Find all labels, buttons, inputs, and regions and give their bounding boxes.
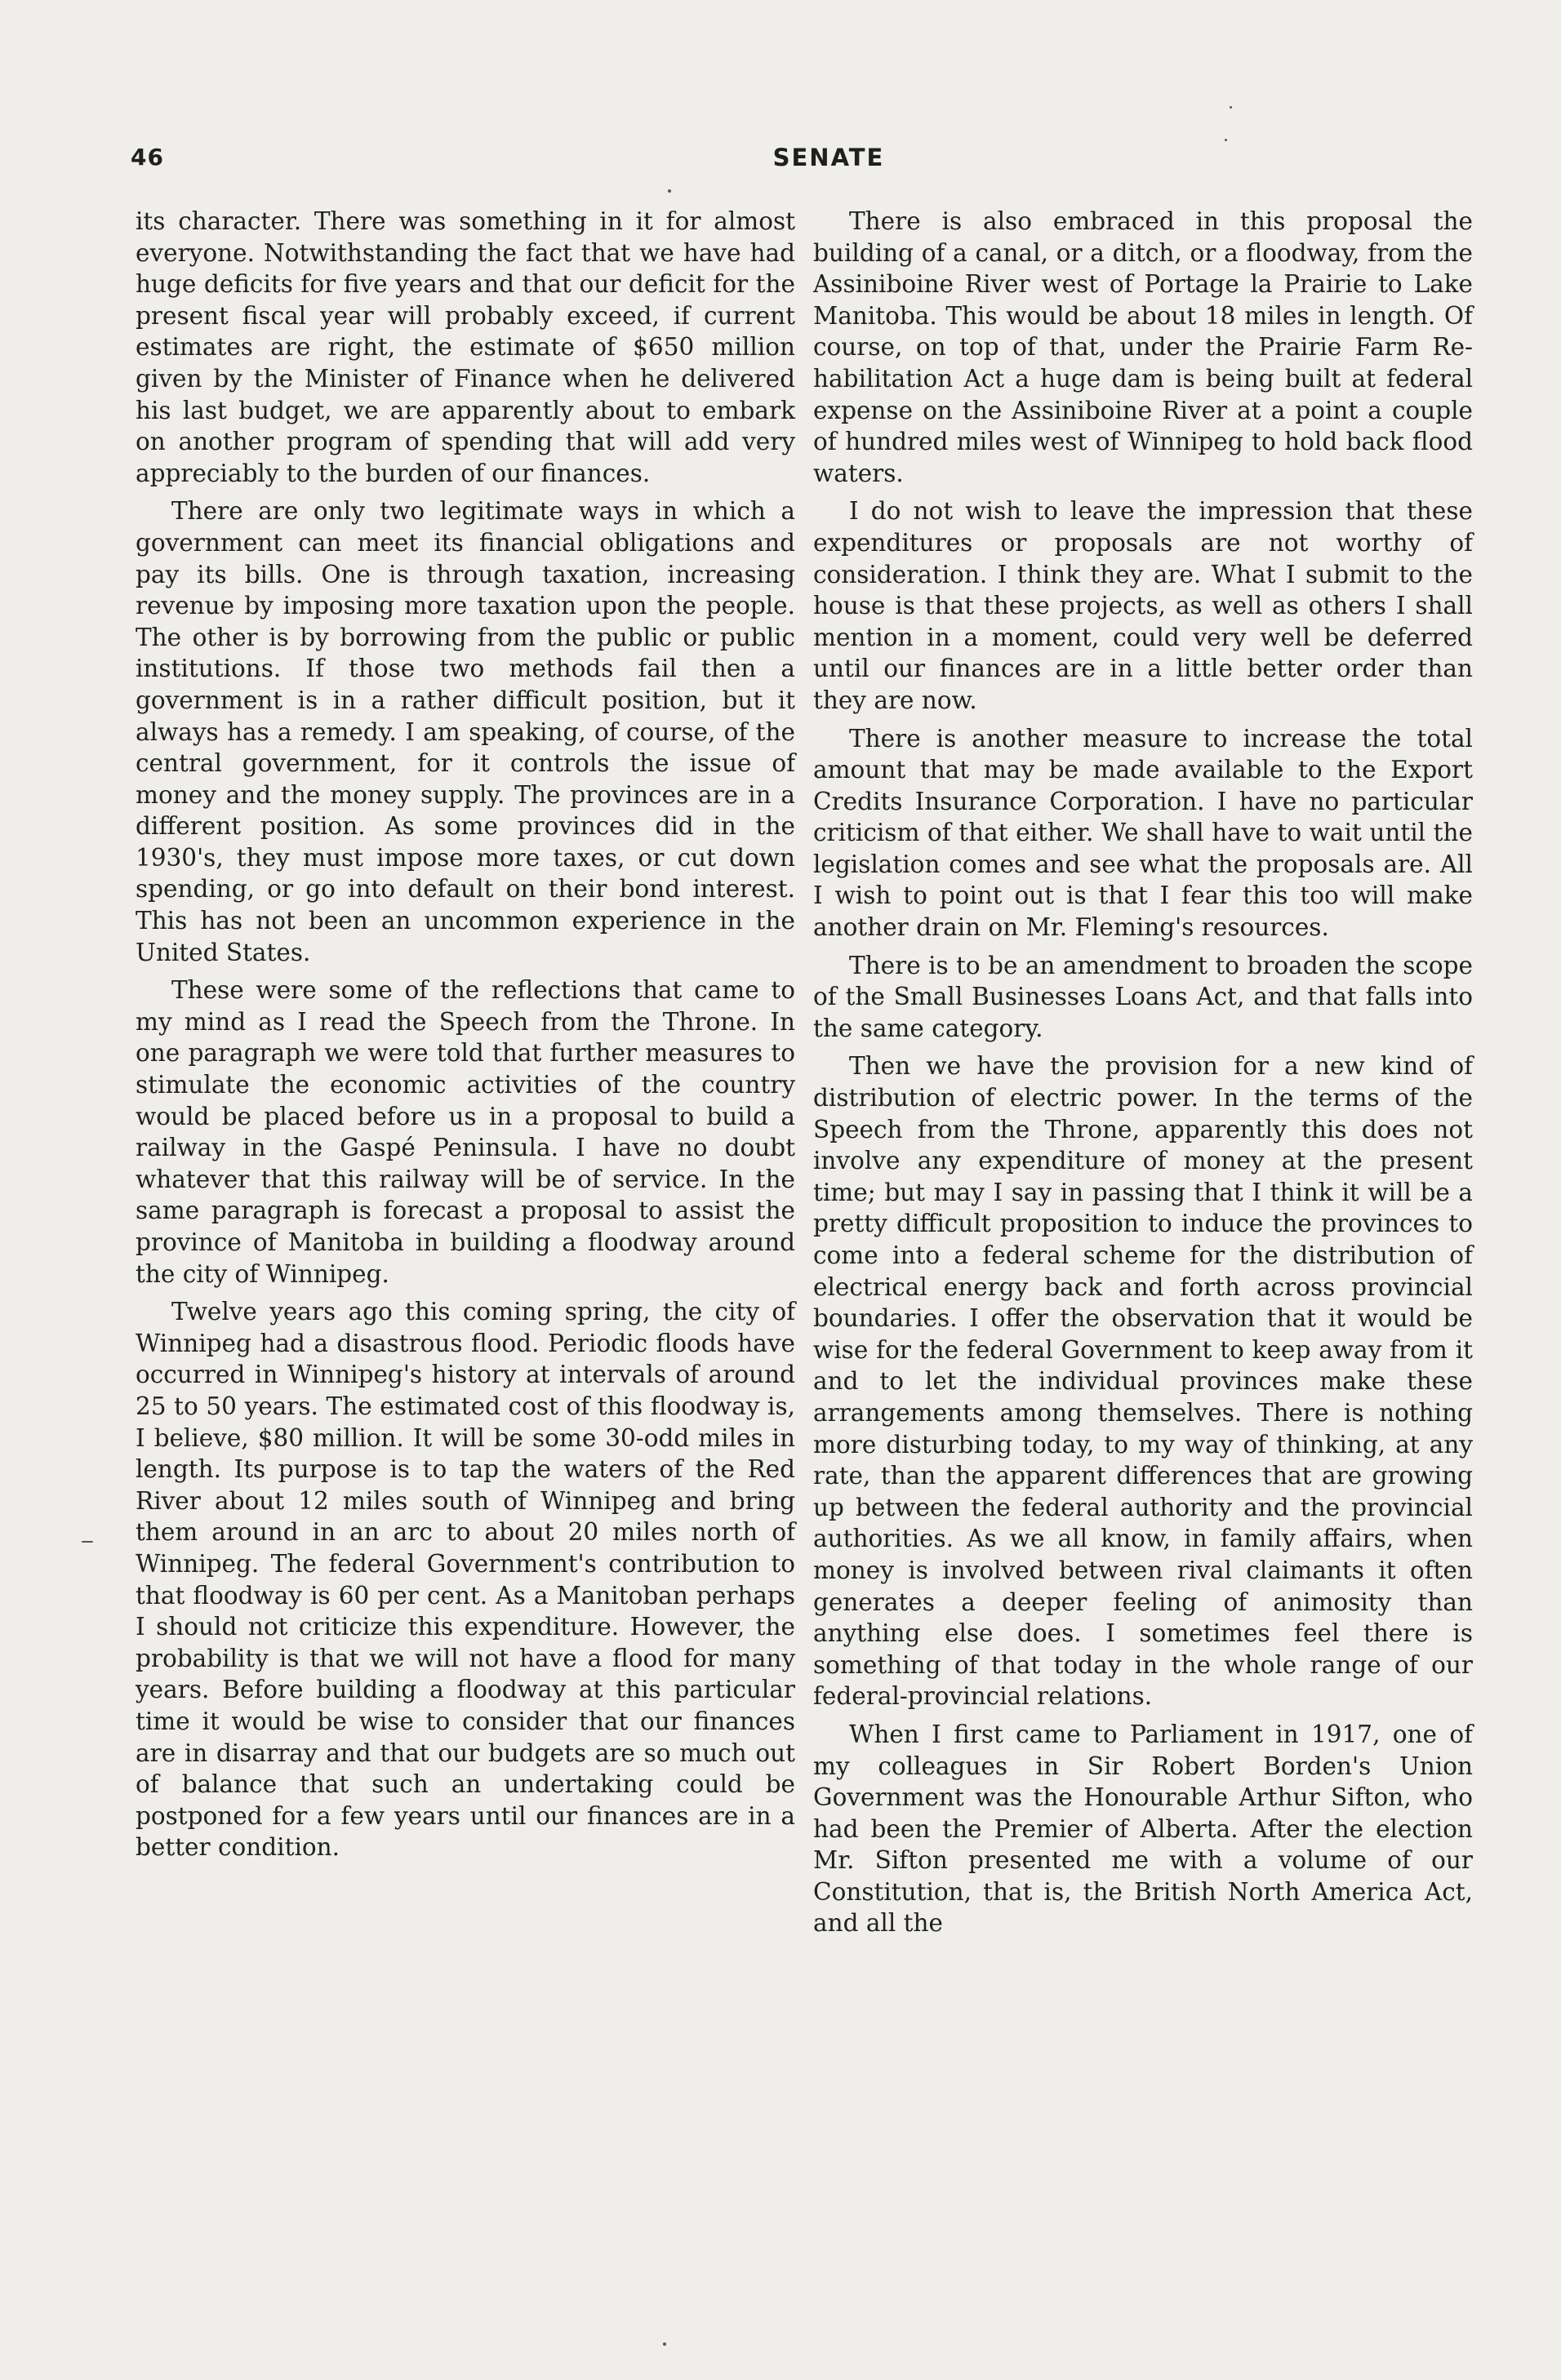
page-number: 46 (131, 144, 164, 171)
paragraph: Then we have the provision for a new kind of distribution of electric power. In the terms of the Speech from the Throne, apparently this does not involve any expenditure of money at the present time; but may I say in passing that I think it will be a pretty difficult proposition to induce the provinces to come into a federal scheme for the distribution of electrical energy back and forth across provincial boundaries. I offer the observation that it would be wise for the federal Government to keep away from it and to let the individual provinces make these arrangements among themselves. There is nothing more disturbing today, to my way of thinking, at any rate, than the apparent differences that are growing up between the federal authority and the provincial authorities. As we all know, in family affairs, when money is involved between rival claimants it often generates a deeper feeling of animosity than anything else does. I sometimes feel there is something of that today in the whole range of our federal-provincial relations. (813, 1052, 1473, 1711)
paragraph: These were some of the reflections that came to my mind as I read the Speech from the Throne. In one paragraph we were told that further measures to stimulate the economic activities of the country would be placed before us in a proposal to build a railway in the Gaspé Peninsula. I have no doubt whatever that this railway will be of service. In the same paragraph is forecast a proposal to assist the province of Manitoba in building a floodway around the city of Winnipeg. (136, 976, 795, 1288)
paragraph: its character. There was something in it for almost everyone. Notwithstanding the fact that we have had huge deficits for five years and that our deficit for the present fiscal year will probably exceed, if current estimates are right, the estimate of $650 million given by the Minister of Finance when he delivered his last budget, we are apparently about to embark on another program of spending that will add very appreciably to the burden of our finances. (136, 207, 795, 487)
paper-speck (668, 189, 671, 193)
paper-speck (663, 2342, 666, 2346)
paragraph: There are only two legitimate ways in which a government can meet its financial obligations and pay its bills. One is through taxation, increasing revenue by imposing more taxation upon the people. The other is by borrowing from the public or public institutions. If those two methods fail then a government is in a rather difficult position, but it always has a remedy. I am speaking, of course, of the central government, for it controls the issue of money and the money supply. The provinces are in a different position. As some provinces did in the 1930's, they must impose more taxes, or cut down spending, or go into default on their bond interest. This has not been an uncommon experience in the United States. (136, 497, 795, 966)
paragraph: Twelve years ago this coming spring, the city of Winnipeg had a disastrous flood. Periodic floods have occurred in Winnipeg's history at intervals of around 25 to 50 years. The estimated cost of this floodway is, I believe, $80 million. It will be some 30-odd miles in length. Its purpose is to tap the waters of the Red River about 12 miles south of Winnipeg and bring them around in an arc to about 20 miles north of Winnipeg. The federal Government's contribution to that floodway is 60 per cent. As a Manitoban perhaps I should not criticize this expenditure. However, the probability is that we will not have a flood for many years. Before building a floodway at this particular time it would be wise to consider that our finances are in disarray and that our budgets are so much out of balance that such an undertaking could be postponed for a few years until our finances are in a better condition. (136, 1298, 795, 1862)
paragraph: When I first came to Parliament in 1917, one of my colleagues in Sir Robert Borden's Union Government was the Honourable Arthur Sifton, who had been the Premier of Alberta. After the election Mr. Sifton presented me with a volume of our Constitution, that is, the British North America Act, and all the (813, 1720, 1473, 1938)
right-column (813, 206, 1473, 1946)
paragraph: There is to be an amendment to broaden the scope of the Small Businesses Loans Act, and that falls into the same category. (813, 951, 1473, 1042)
paragraph: There is another measure to increase the total amount that may be made available to the Export Credits Insurance Corporation. I have no particular criticism of that either. We shall have to wait until the legislation comes and see what the proposals are. All I wish to point out is that I fear this too will make another drain on Mr. Fleming's resources. (813, 724, 1473, 942)
paragraph: There is also embraced in this proposal the building of a canal, or a ditch, or a floodway, from the Assiniboine River west of Portage la Prairie to Lake Manitoba. This would be about 18 miles in length. Of course, on top of that, under the Prairie Farm Rehabilitation Act a huge dam is being built at federal expense on the Assiniboine River at a point a couple of hundred miles west of Winnipeg to hold back flood waters. (813, 207, 1473, 487)
page-header (131, 144, 1478, 180)
left-column (136, 206, 795, 1870)
paragraph: I do not wish to leave the impression that these expenditures or proposals are not worthy of consideration. I think they are. What I submit to the house is that these projects, as well as others I shall mention in a moment, could very well be deferred until our finances are in a little better order than they are now. (813, 497, 1473, 714)
running-title: SENATE (772, 144, 885, 171)
paper-speck (1225, 139, 1227, 141)
paper-speck (82, 1541, 93, 1543)
paper-speck (1230, 106, 1232, 109)
